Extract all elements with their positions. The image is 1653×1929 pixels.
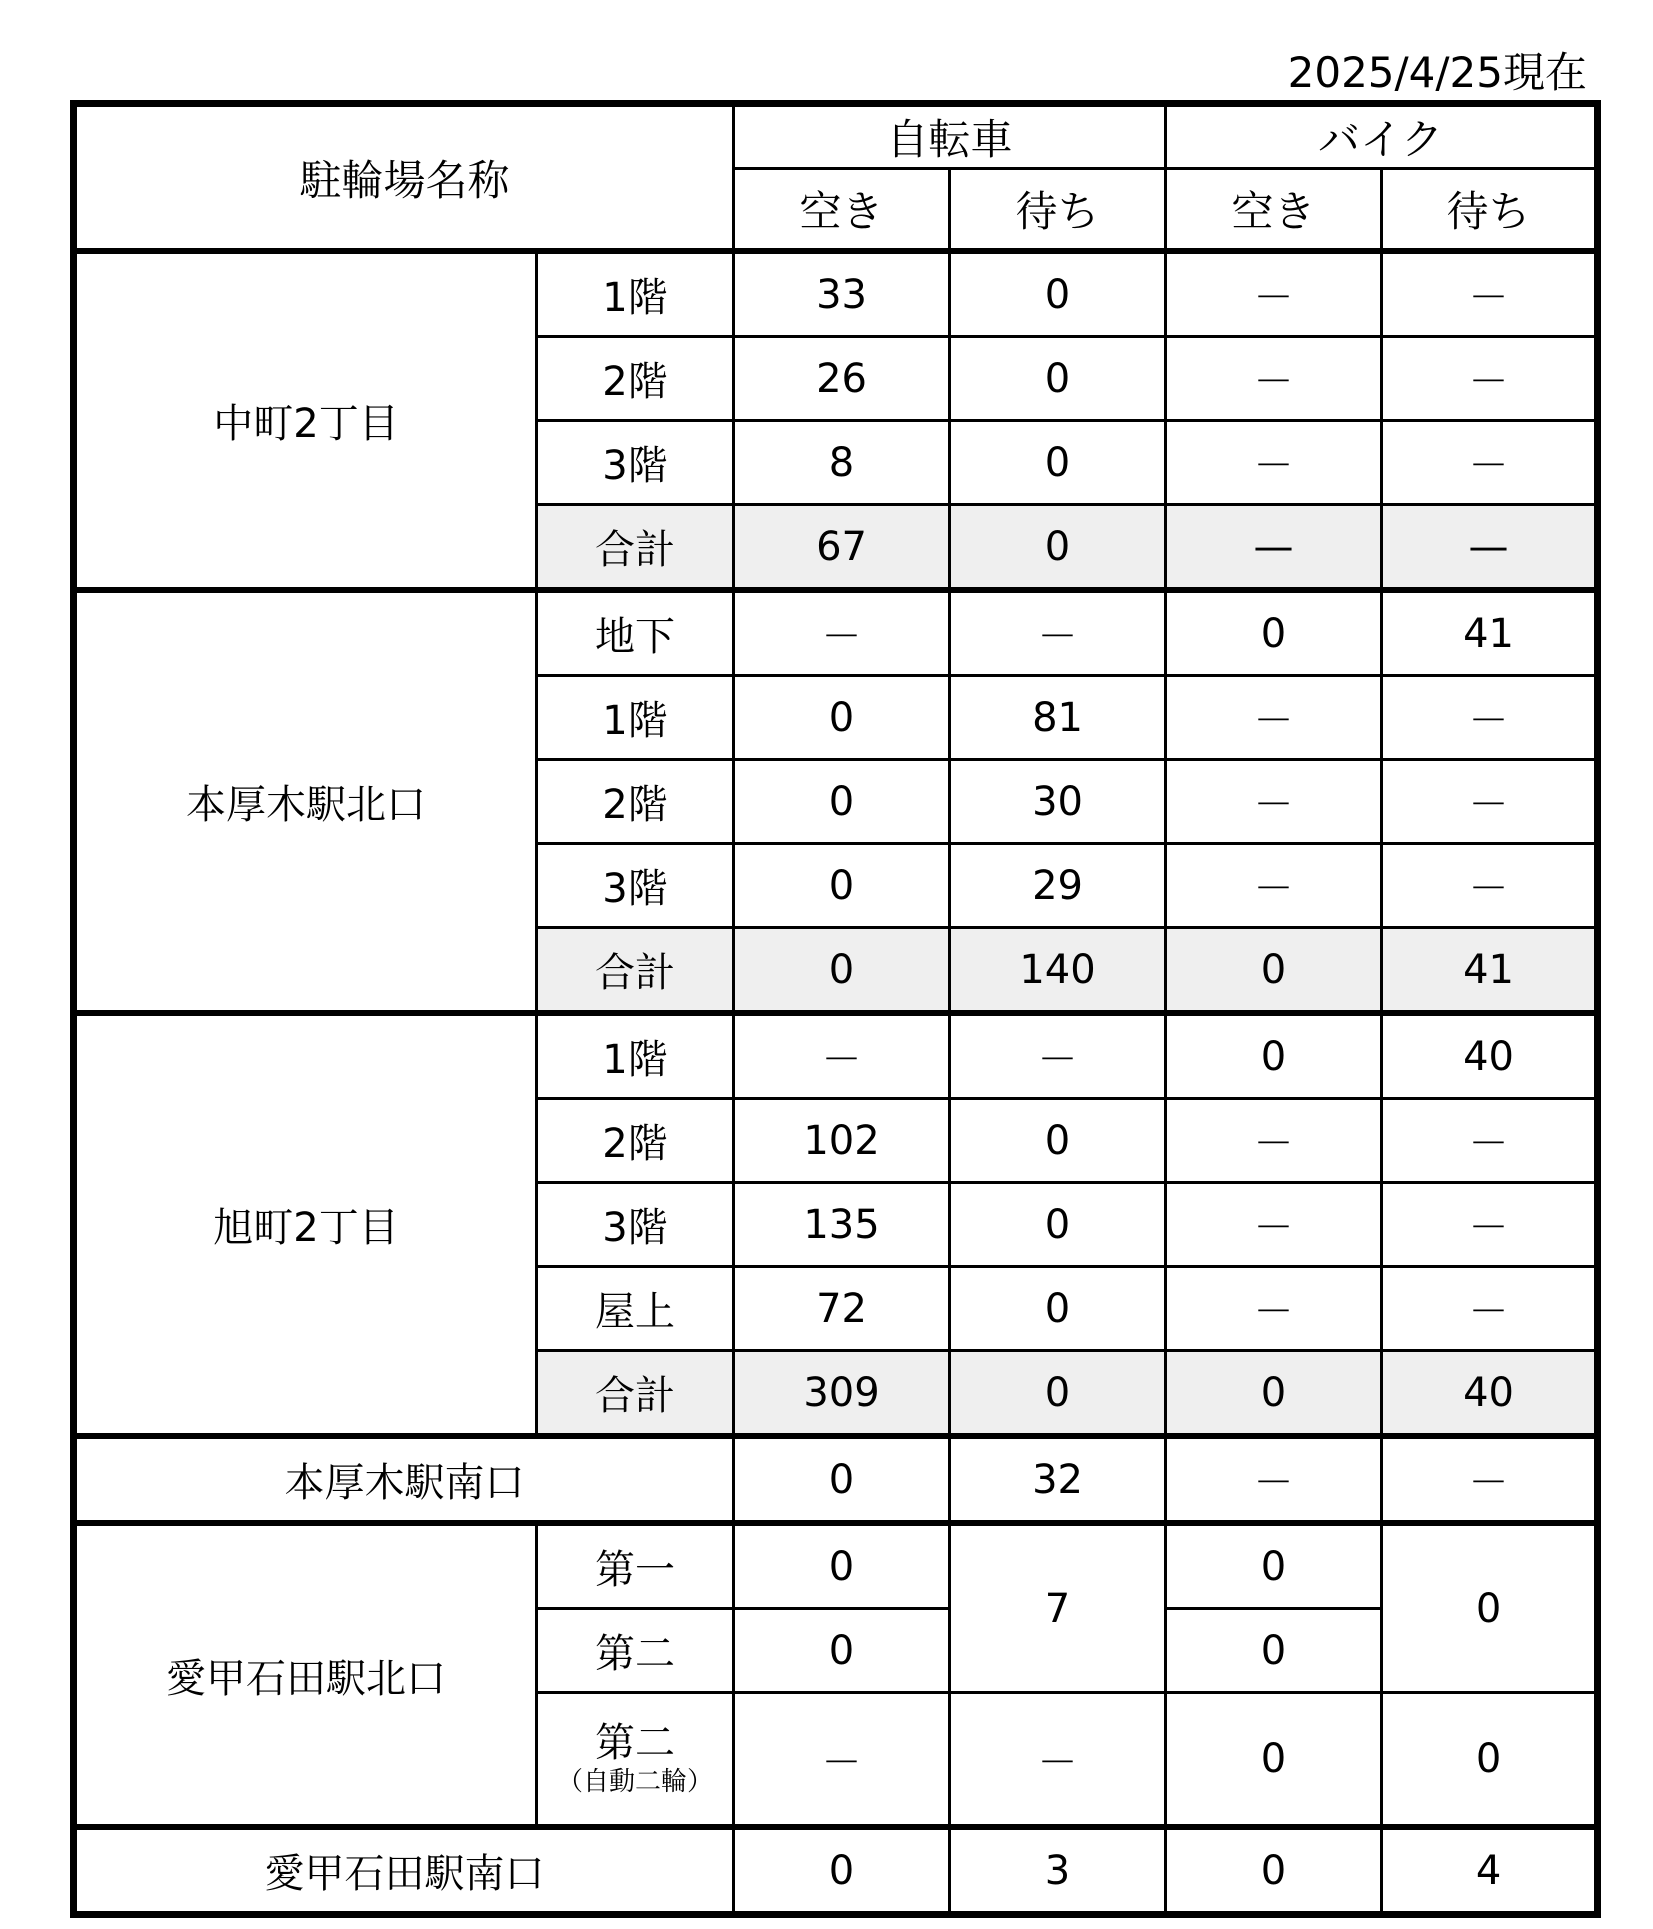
floor-label: 1階	[537, 676, 734, 760]
bicycle-vacant: 0	[734, 844, 950, 928]
bike-waiting: 40	[1382, 1351, 1598, 1437]
bicycle-waiting: 0	[950, 1183, 1166, 1267]
floor-label: 合計	[537, 1351, 734, 1437]
bike-vacant: －	[1166, 1099, 1382, 1183]
bike-vacant: －	[1166, 844, 1382, 928]
bicycle-waiting: －	[950, 590, 1166, 676]
bike-waiting-shared: 0	[1382, 1523, 1598, 1693]
bike-waiting: －	[1382, 760, 1598, 844]
lot-group	[74, 590, 1598, 1013]
as-of-date: 2025/4/25現在	[1287, 48, 1587, 97]
bike-waiting: －	[1382, 844, 1598, 928]
bike-vacant: －	[1166, 421, 1382, 505]
lot-name: 旭町2丁目	[74, 1013, 537, 1436]
lot-group-aiko-minami	[74, 1827, 1598, 1915]
bike-vacant: －	[1166, 337, 1382, 421]
floor-label: 合計	[537, 505, 734, 591]
bike-vacant: 0	[1166, 590, 1382, 676]
lot-group	[74, 251, 1598, 590]
header-name: 駐輪場名称	[74, 104, 734, 252]
bicycle-waiting: 0	[950, 251, 1166, 337]
lot-name: 愛甲石田駅北口	[74, 1523, 537, 1827]
bicycle-vacant: 0	[734, 928, 950, 1014]
bicycle-waiting: －	[950, 1693, 1166, 1828]
floor-label-moto	[537, 1693, 734, 1828]
header-bike: バイク	[1166, 104, 1598, 169]
lot-group	[74, 1013, 1598, 1436]
bike-waiting: 40	[1382, 1013, 1598, 1099]
bike-vacant: －	[1166, 676, 1382, 760]
table-row	[74, 1013, 1598, 1099]
bicycle-waiting: 0	[950, 1267, 1166, 1351]
bike-waiting: －	[1382, 421, 1598, 505]
floor-label: 地下	[537, 590, 734, 676]
bike-vacant: －	[1166, 251, 1382, 337]
floor-label: 2階	[537, 337, 734, 421]
bicycle-vacant: 0	[734, 1436, 950, 1523]
header-bicycle-waiting: 待ち	[950, 169, 1166, 252]
bicycle-vacant: 309	[734, 1351, 950, 1437]
floor-label: 1階	[537, 1013, 734, 1099]
bicycle-vacant: 102	[734, 1099, 950, 1183]
lot-group-minami	[74, 1436, 1598, 1523]
bicycle-waiting: 0	[950, 337, 1166, 421]
lot-group-aiko-kita	[74, 1523, 1598, 1827]
lot-name: 本厚木駅北口	[74, 590, 537, 1013]
floor-label: 屋上	[537, 1267, 734, 1351]
floor-label-sub: （自動二輪）	[557, 1766, 714, 1797]
bike-waiting: －	[1382, 251, 1598, 337]
bike-waiting: －	[1382, 676, 1598, 760]
bicycle-waiting: 0	[950, 505, 1166, 591]
bicycle-waiting: －	[950, 1013, 1166, 1099]
bike-waiting: －	[1382, 1436, 1598, 1523]
table-row	[74, 590, 1598, 676]
bicycle-vacant: 0	[734, 676, 950, 760]
bicycle-vacant: －	[734, 590, 950, 676]
bike-vacant: 0	[1166, 928, 1382, 1014]
bike-vacant: 0	[1166, 1609, 1382, 1693]
header-bicycle-vacant: 空き	[734, 169, 950, 252]
bicycle-vacant: 72	[734, 1267, 950, 1351]
bike-waiting: －	[1382, 1183, 1598, 1267]
floor-label: 3階	[537, 844, 734, 928]
floor-label: 2階	[537, 1099, 734, 1183]
header-bike-vacant: 空き	[1166, 169, 1382, 252]
bicycle-waiting: 140	[950, 928, 1166, 1014]
bike-vacant: 0	[1166, 1523, 1382, 1609]
bicycle-vacant: 0	[734, 760, 950, 844]
table-row	[74, 1436, 1598, 1523]
bicycle-vacant: 0	[734, 1523, 950, 1609]
bicycle-waiting: 30	[950, 760, 1166, 844]
bike-vacant: —	[1166, 505, 1382, 591]
bike-vacant: 0	[1166, 1693, 1382, 1828]
floor-label: 3階	[537, 421, 734, 505]
bicycle-vacant: 0	[734, 1827, 950, 1915]
bike-waiting: 4	[1382, 1827, 1598, 1915]
bike-waiting: 41	[1382, 590, 1598, 676]
bicycle-waiting: 29	[950, 844, 1166, 928]
floor-label: 第一	[537, 1523, 734, 1609]
lot-name: 中町2丁目	[74, 251, 537, 590]
floor-label: 1階	[537, 251, 734, 337]
bicycle-vacant: 26	[734, 337, 950, 421]
header-bicycle: 自転車	[734, 104, 1166, 169]
bicycle-waiting: 3	[950, 1827, 1166, 1915]
table-row	[74, 1523, 1598, 1609]
lot-name: 本厚木駅南口	[74, 1436, 734, 1523]
table-row	[74, 1827, 1598, 1915]
bike-vacant: －	[1166, 1267, 1382, 1351]
bicycle-waiting: 0	[950, 1099, 1166, 1183]
header-bike-waiting: 待ち	[1382, 169, 1598, 252]
bike-vacant: －	[1166, 1436, 1382, 1523]
header-row-top	[74, 104, 1598, 169]
bike-waiting: —	[1382, 505, 1598, 591]
bike-waiting: －	[1382, 1267, 1598, 1351]
bike-vacant: 0	[1166, 1827, 1382, 1915]
bicycle-waiting: 81	[950, 676, 1166, 760]
bicycle-vacant: －	[734, 1013, 950, 1099]
bike-vacant: －	[1166, 1183, 1382, 1267]
floor-label-main: 第二	[595, 1719, 675, 1766]
bicycle-vacant: －	[734, 1693, 950, 1828]
floor-label: 合計	[537, 928, 734, 1014]
floor-label: 3階	[537, 1183, 734, 1267]
floor-label: 2階	[537, 760, 734, 844]
bike-waiting: 0	[1382, 1693, 1598, 1828]
bicycle-waiting: 32	[950, 1436, 1166, 1523]
floor-label: 第二	[537, 1609, 734, 1693]
bike-vacant: 0	[1166, 1351, 1382, 1437]
bicycle-vacant: 33	[734, 251, 950, 337]
bike-vacant: －	[1166, 760, 1382, 844]
bike-waiting: －	[1382, 337, 1598, 421]
bicycle-waiting: 0	[950, 421, 1166, 505]
bicycle-vacant: 8	[734, 421, 950, 505]
lot-name: 愛甲石田駅南口	[74, 1827, 734, 1915]
bicycle-vacant: 0	[734, 1609, 950, 1693]
bike-waiting: 41	[1382, 928, 1598, 1014]
bicycle-waiting: 0	[950, 1351, 1166, 1437]
parking-availability-table	[70, 100, 1601, 1918]
table-row	[74, 251, 1598, 337]
bicycle-vacant: 135	[734, 1183, 950, 1267]
bicycle-vacant: 67	[734, 505, 950, 591]
bicycle-waiting-shared: 7	[950, 1523, 1166, 1693]
bike-vacant: 0	[1166, 1013, 1382, 1099]
bike-waiting: －	[1382, 1099, 1598, 1183]
